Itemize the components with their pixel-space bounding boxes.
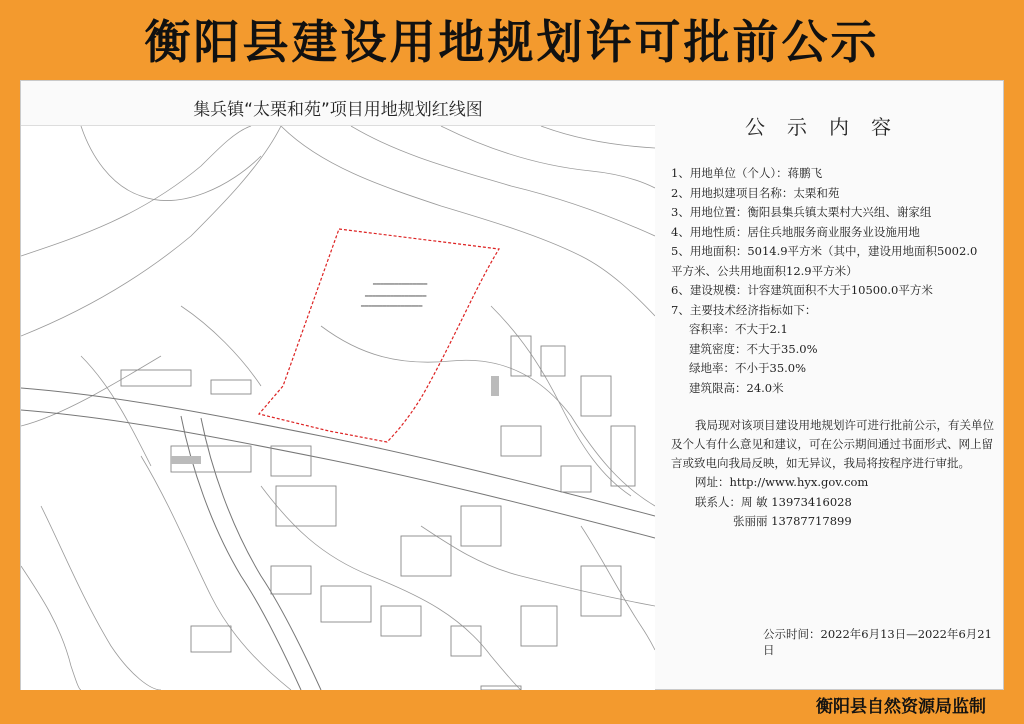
notice-period: 公示时间：2022年6月13日—2022年6月21日 bbox=[763, 627, 992, 657]
map-title: 集兵镇“太栗和苑”项目用地规划红线图 bbox=[193, 100, 483, 120]
indicator-item: 绿地率：不小于35.0% bbox=[689, 361, 807, 375]
site-plan-map bbox=[21, 125, 655, 690]
svg-text:━━━━━━━━━━━━━━━━━: ━━━━━━━━━━━━━━━━━ bbox=[365, 293, 427, 300]
notice-item: 4、用地性质：居住兵地服务商业服务业设施用地 bbox=[671, 224, 920, 239]
indicator-item: 建筑密度：不大于35.0% bbox=[689, 341, 818, 356]
page-title: 衡阳县建设用地规划许可批前公示 bbox=[144, 15, 880, 69]
site-plan-drawing bbox=[21, 126, 655, 690]
notice-item: 2、用地拟建项目名称：太栗和苑 bbox=[671, 185, 840, 200]
contact-line: 联系人：周 敏 13973416028 bbox=[695, 494, 852, 509]
notice-panel bbox=[655, 81, 1003, 689]
supervisor-label: 衡阳县自然资源局监制 bbox=[816, 697, 986, 717]
panel-title: 公示内容 bbox=[745, 115, 913, 139]
notice-items bbox=[671, 164, 1001, 532]
indicator-item: 容积率：不大于2.1 bbox=[689, 322, 788, 336]
notice-paragraph: 我局现对该项目建设用地规划许可进行批前公示，有关单位及个人有什么意见和建议，可在公示期间通过书面形式、网上留言或致电向我局反映，如无异议，我局将按程序进行审批。 bbox=[671, 418, 994, 470]
notice-board bbox=[20, 80, 1004, 690]
website-line: 网址：http://www.hyx.gov.com bbox=[695, 475, 869, 489]
contact-line: 张丽丽 13787717899 bbox=[733, 514, 852, 528]
notice-item: 1、用地单位（个人）：蒋鹏飞 bbox=[671, 166, 823, 180]
svg-text:━━━━━━━━━━━━━━━: ━━━━━━━━━━━━━━━ bbox=[373, 281, 428, 288]
notice-item: 7、主要技术经济指标如下： bbox=[671, 302, 817, 317]
notice-item: 6、建设规模：计容建筑面积不大于10500.0平方米 bbox=[671, 283, 933, 297]
indicator-item: 建筑限高：24.0米 bbox=[689, 380, 784, 395]
notice-item: 平方米、公共用地面积12.9平方米） bbox=[671, 263, 858, 278]
notice-item: 5、用地面积：5014.9平方米（其中，建设用地面积5002.0 bbox=[671, 244, 978, 258]
notice-item: 3、用地位置：衡阳县集兵镇太栗村大兴组、谢家组 bbox=[671, 205, 932, 219]
header-banner bbox=[0, 0, 1024, 78]
svg-text:━━━━━━━━━━━━━━━━━: ━━━━━━━━━━━━━━━━━ bbox=[361, 303, 423, 310]
